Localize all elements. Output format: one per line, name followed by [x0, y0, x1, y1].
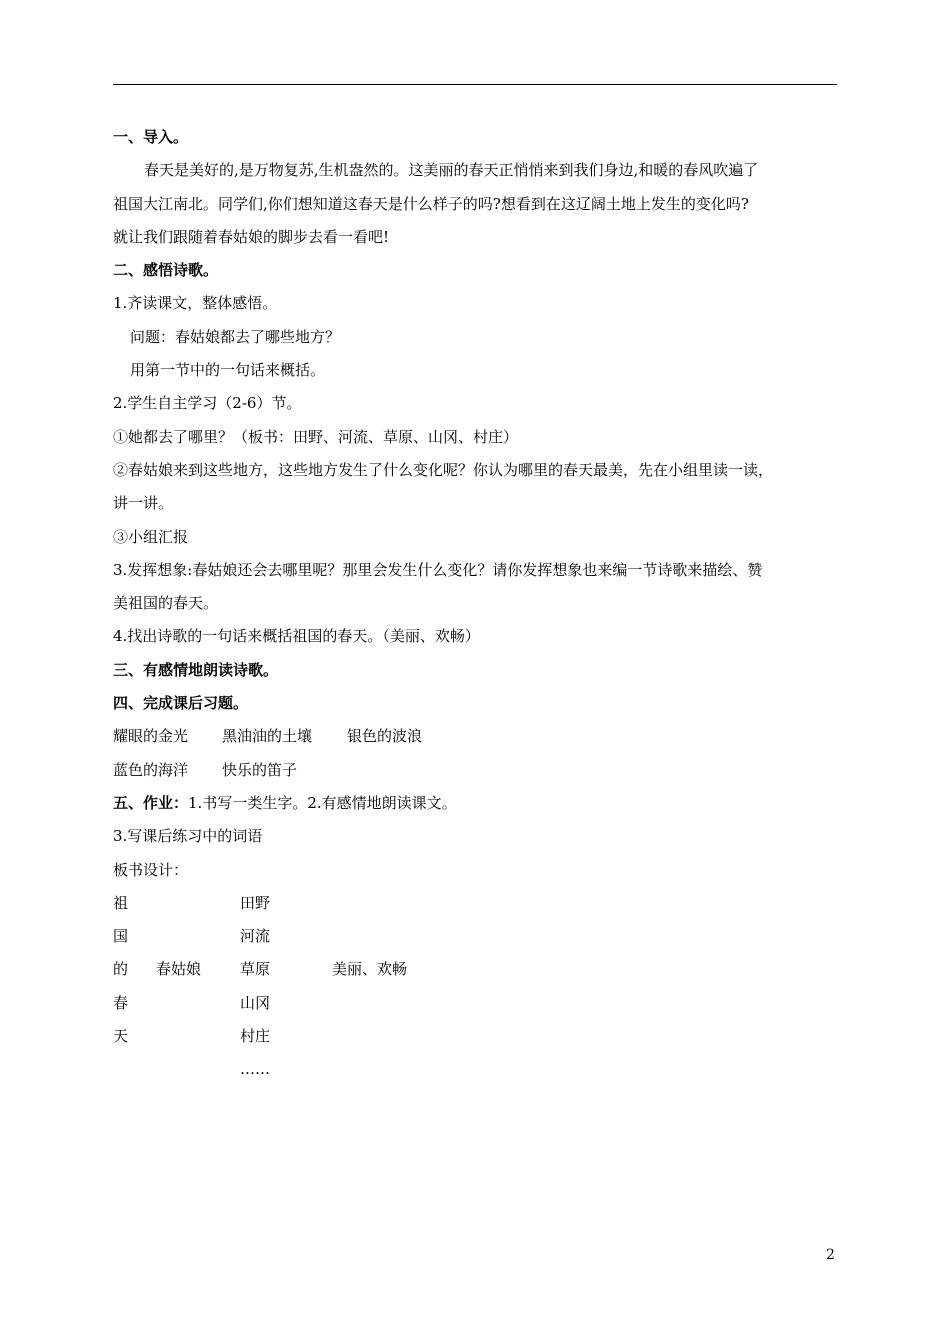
board-place: 草原	[240, 960, 271, 979]
header-rule	[113, 84, 837, 85]
intro-paragraph-line: 就让我们跟随着春姑娘的脚步去看一看吧!	[113, 227, 390, 246]
word-item: 快乐的笛子	[222, 760, 298, 779]
board-row	[113, 920, 837, 953]
board-vertical-char: 天	[113, 1027, 129, 1046]
step-1-question: 问题：春姑娘都去了哪些地方？	[130, 327, 341, 346]
words-row-1	[113, 720, 837, 753]
section-5-text: 1.书写一类生字。2.有感情地朗读课文。	[188, 793, 457, 812]
step-2: 2.学生自主学习（2-6）节。	[113, 394, 302, 413]
step-2-item-2-cont: 讲一讲。	[113, 494, 174, 513]
page-number: 2	[826, 1247, 835, 1263]
board-summary: 美丽、欢畅	[332, 960, 408, 979]
step-3-cont: 美祖国的春天。	[113, 594, 219, 613]
step-2-item-1: ①她都去了哪里？（板书：田野、河流、草原、山冈、村庄）	[113, 427, 519, 446]
step-2-item-3: ③小组汇报	[113, 527, 189, 546]
step-1: 1.齐读课文，整体感悟。	[113, 294, 278, 313]
board-vertical-char: 祖	[113, 893, 129, 912]
board-middle: 春姑娘	[156, 960, 202, 979]
section-5-more: 3.写课后练习中的词语	[113, 827, 263, 846]
board-vertical-char: 春	[113, 993, 129, 1012]
board-row	[113, 1053, 837, 1086]
board-place: 村庄	[240, 1027, 271, 1046]
section-5-label: 五、作业：	[113, 793, 189, 812]
word-item: 蓝色的海洋	[113, 760, 189, 779]
word-item: 黑油油的土壤	[222, 727, 313, 746]
board-row	[113, 953, 837, 986]
board-vertical-char: 国	[113, 927, 129, 946]
board-place: 田野	[240, 893, 271, 912]
step-2-item-2: ②春姑娘来到这些地方，这些地方发生了什么变化呢？你认为哪里的春天最美，先在小组里读一读，	[113, 460, 774, 479]
intro-paragraph-line: 祖国大江南北。同学们,你们想知道这春天是什么样子的吗?想看到在这辽阔土地上发生的变化吗?	[113, 194, 749, 213]
board-row	[113, 987, 837, 1020]
step-3: 3.发挥想象:春姑娘还会去哪里呢？那里会发生什么变化？请你发挥想象也来编一节诗歌来描绘、赞	[113, 560, 763, 579]
step-4: 4.找出诗歌的一句话来概括祖国的春天。（美丽、欢畅）	[113, 627, 480, 646]
section-4-title: 四、完成课后习题。	[113, 694, 249, 713]
board-vertical-char: 的	[113, 960, 129, 979]
words-row-2	[113, 754, 837, 787]
document-body	[113, 121, 837, 1087]
board-row	[113, 1020, 837, 1053]
word-item: 耀眼的金光	[113, 727, 189, 746]
word-item: 银色的波浪	[347, 727, 423, 746]
section-3-title: 三、有感情地朗读诗歌。	[113, 660, 279, 679]
section-2-title: 二、感悟诗歌。	[113, 261, 219, 280]
board-ellipsis: ……	[240, 1060, 270, 1079]
intro-paragraph-line: 春天是美好的,是万物复苏,生机盎然的。这美丽的春天正悄悄来到我们身边,和暖的春风吹遍了	[144, 161, 759, 180]
board-row	[113, 887, 837, 920]
board-design-title: 板书设计：	[113, 860, 189, 879]
section-1-title: 一、导入。	[113, 128, 189, 146]
board-place: 河流	[240, 927, 271, 946]
section-5	[113, 787, 837, 820]
board-place: 山冈	[240, 993, 271, 1012]
step-1-answer: 用第一节中的一句话来概括。	[130, 361, 326, 380]
